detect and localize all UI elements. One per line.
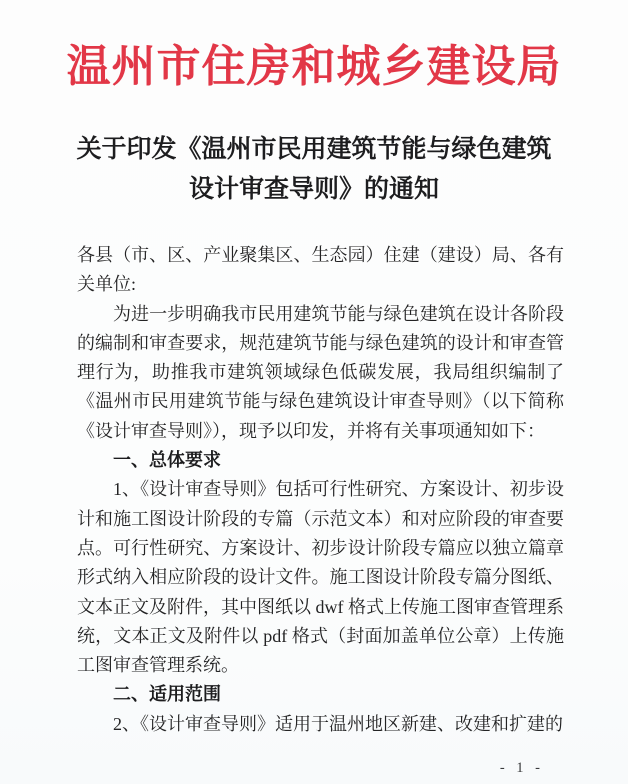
page-number: - 1 -	[499, 760, 544, 776]
paragraph-intro: 为进一步明确我市民用建筑节能与绿色建筑在设计各阶段的编制和审查要求，规范建筑节能与绿色建筑的设计和审查管理行为，助推我市建筑领域绿色低碳发展，我局组织编制了《温州市民用建筑节能与绿色建筑设计审查导则》（以下简称《设计审查导则》），现予以印发，并将有关事项通知如下：	[77, 303, 564, 441]
document-body	[77, 241, 564, 739]
paragraph-item-2: 2、《设计审查导则》适用于温州地区新建、改建和扩建的	[113, 713, 563, 734]
document-title-line1: 关于印发《温州市民用建筑节能与绿色建筑	[76, 136, 552, 163]
letterhead-org-name: 温州市住房和城乡建设局	[66, 42, 562, 91]
salutation-line: 各县（市、区、产业聚集区、生态园）住建（建设）局、各有关单位:	[77, 245, 564, 295]
section-heading-2: 二、适用范围	[113, 684, 221, 705]
section-heading-1: 一、总体要求	[113, 450, 221, 471]
paragraph-item-1: 1、《设计审查导则》包括可行性研究、方案设计、初步设计和施工图设计阶段的专篇（示范文本）和对应阶段的审查要点。可行性研究、方案设计、初步设计阶段专篇应以独立篇章形式纳入相应阶段的设计文件。施工图设计阶段专篇分图纸、文本正文及附件，其中图纸以 dwf 格式上传施工图审查管理系统，文本正文及附件以 pdf 格式（封面加盖单位公章）上传施工图审查管理系统。	[77, 479, 564, 676]
document-title	[0, 130, 628, 210]
document-title-line2: 设计审查导则》的通知	[188, 176, 439, 203]
